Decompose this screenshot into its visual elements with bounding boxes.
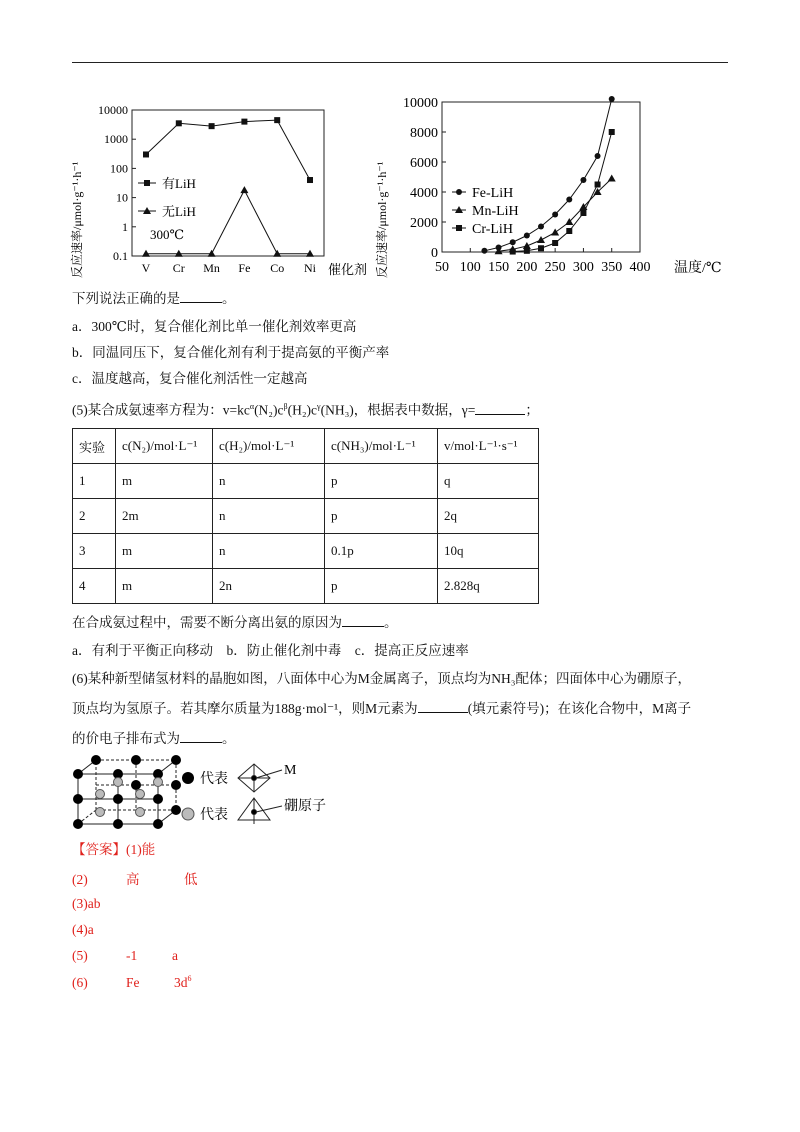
x-tick-label: Ni	[304, 261, 316, 275]
data-point-triangle	[240, 186, 248, 193]
unit-cell-cube	[78, 760, 176, 824]
crystal-cell-svg	[70, 754, 370, 830]
answer-3: (3)ab	[72, 896, 101, 911]
table-cell: 2n	[213, 569, 325, 604]
data-point-circle	[566, 197, 572, 203]
label-m: M	[284, 763, 297, 778]
y-tick-label: 10	[116, 190, 128, 205]
answer-tag: 【答案】	[72, 842, 126, 857]
q4-stem-text: 下列说法正确的是	[72, 291, 180, 306]
data-point-square	[143, 151, 149, 157]
data-point-square	[510, 249, 516, 255]
y-tick-label: 100	[110, 161, 128, 176]
data-point-square	[176, 120, 182, 126]
chart2-ylabel: 反应速率/μmol·g⁻¹·h⁻¹	[375, 161, 389, 278]
data-point-circle	[595, 153, 601, 159]
table-cell: m	[116, 464, 213, 499]
q5-h2: (H₂)c	[287, 402, 318, 418]
x-tick-label: Fe	[238, 261, 251, 275]
x-tick-label: 350	[601, 260, 623, 275]
q5b-stem-text: 在合成氨过程中，需要不断分离出氨的原因为	[72, 615, 342, 630]
table-cell: q	[438, 464, 539, 499]
table-cell: 0.1p	[325, 534, 438, 569]
data-point-square	[209, 123, 215, 129]
series-line	[146, 190, 310, 254]
q5-sup-beta: β	[283, 402, 288, 411]
chart1-xlabel: 催化剂	[328, 262, 366, 277]
data-point-square	[274, 117, 280, 123]
data-point-square	[595, 182, 601, 188]
legend-text-2: 代表	[200, 808, 228, 823]
table-cell: 10q	[438, 534, 539, 569]
legend-fe-lih: Fe-LiH	[472, 186, 514, 201]
black-atoms	[73, 755, 181, 829]
y-tick-label: 10000	[403, 96, 438, 111]
data-point-circle	[538, 224, 544, 230]
answer-6-label: (6)	[72, 974, 88, 990]
table-cell: m	[116, 534, 213, 569]
table-header: v/mol·L⁻¹·s⁻¹	[438, 429, 539, 464]
data-point-square	[609, 129, 615, 135]
table-row	[73, 534, 539, 569]
catalyst-chart	[66, 98, 366, 283]
answer-blank[interactable]	[418, 700, 468, 713]
answer-6-b: 3d	[174, 974, 188, 990]
x-tick-label: 250	[544, 260, 566, 275]
x-tick-label: Mn	[203, 261, 220, 275]
answer-1: (1)能	[126, 842, 156, 857]
header-rule	[72, 62, 728, 63]
label-boron: 硼原子	[284, 799, 326, 814]
legend-without-lih: 无LiH	[162, 204, 196, 219]
data-point-circle	[481, 248, 487, 254]
table-row	[73, 499, 539, 534]
series-line	[146, 120, 310, 180]
octahedron-icon	[238, 764, 270, 792]
answer-2-label: (2)	[72, 872, 88, 887]
table-cell: p	[325, 464, 438, 499]
q6-line1: (6)某种新型储氢材料的晶胞如图，八面体中心为M金属离子，顶点均为NH₃配体；四面体中心为硼原子，	[72, 671, 691, 686]
data-point-circle	[609, 96, 615, 102]
y-tick-label: 6000	[410, 156, 438, 171]
chart1-temperature-annotation: 300℃	[150, 227, 185, 242]
answer-5-b: a	[172, 948, 178, 963]
answer-line-6	[72, 974, 192, 991]
x-tick-label: 150	[488, 260, 510, 275]
x-tick-label: 200	[516, 260, 538, 275]
q6-line2	[72, 700, 691, 718]
y-tick-label: 1000	[104, 132, 128, 147]
q4-option-a: a．300℃时，复合催化剂比单一催化剂效率更高	[72, 319, 357, 334]
q6-end: 。	[222, 731, 236, 746]
data-point-circle	[552, 212, 558, 218]
table-header: 实验	[73, 429, 116, 464]
q4-option-c: c．温度越高，复合催化剂活性一定越高	[72, 371, 308, 386]
x-tick-label: 50	[435, 260, 449, 275]
q5-nh3: (NH₃)，根据表中数据，γ=	[320, 402, 476, 418]
data-point-square	[307, 177, 313, 183]
legend-black-atom	[182, 772, 194, 784]
y-tick-label: 10000	[98, 103, 128, 117]
data-point-square	[524, 248, 530, 254]
x-tick-label: 300	[572, 260, 594, 275]
data-point-circle	[524, 233, 530, 239]
chart1-legend	[138, 176, 196, 242]
y-tick-label: 4000	[410, 186, 438, 201]
y-tick-label: 1	[122, 219, 128, 234]
y-tick-label: 8000	[410, 126, 438, 141]
table-cell: 2q	[438, 499, 539, 534]
answer-5-label: (5)	[72, 948, 88, 963]
table-cell: p	[325, 569, 438, 604]
answer-blank[interactable]	[180, 730, 222, 743]
table-header: c(H₂)/mol·L⁻¹	[213, 429, 325, 464]
q6-line3	[72, 730, 236, 748]
chart2-legend	[452, 186, 519, 237]
answer-4: (4)a	[72, 922, 94, 937]
temperature-chart	[368, 92, 748, 282]
answer-line-2	[72, 868, 198, 888]
answer-blank[interactable]	[475, 402, 525, 415]
q5-end: ；	[525, 402, 539, 418]
table-cell: 4	[73, 569, 116, 604]
table-cell: p	[325, 499, 438, 534]
table-cell: 3	[73, 534, 116, 569]
answer-blank[interactable]	[180, 290, 222, 303]
legend-mn-lih: Mn-LiH	[472, 204, 519, 219]
y-tick-label: 0	[431, 246, 438, 261]
answer-2-a: 高	[126, 872, 140, 887]
q6-line2a: 顶点均为氢原子。若其摩尔质量为188g·mol⁻¹，则M元素为	[72, 701, 418, 716]
q5b-options: a．有利于平衡正向移动 b．防止催化剂中毒 c．提高正反应速率	[72, 643, 469, 658]
q4-option-b: b．同温同压下，复合催化剂有利于提高氨的平衡产率	[72, 345, 390, 360]
temperature-chart-svg	[368, 92, 748, 282]
answer-5-a: -1	[126, 948, 138, 963]
data-point-square	[580, 210, 586, 216]
q5b-end: 。	[384, 615, 398, 630]
table-cell: 2	[73, 499, 116, 534]
table-row	[73, 464, 539, 499]
data-point-square	[566, 228, 572, 234]
q5-sup-alpha: α	[249, 402, 255, 411]
data-point-circle	[580, 177, 586, 183]
data-point-triangle	[551, 229, 559, 236]
x-tick-label: Co	[270, 261, 285, 275]
legend-text-1: 代表	[200, 772, 228, 787]
q5-prefix: (5)某合成氨速率方程为：v=kc	[72, 402, 250, 418]
table-cell: 2m	[116, 499, 213, 534]
q5-n2: (N₂)c	[254, 402, 284, 418]
answer-blank[interactable]	[342, 614, 384, 627]
tetrahedron-icon	[238, 798, 270, 824]
table-cell: 2.828q	[438, 569, 539, 604]
answer-6-sup: 6	[187, 974, 192, 983]
y-tick-label: 0.1	[113, 249, 128, 263]
data-point-square	[241, 119, 247, 125]
chart1-ylabel: 反应速率/μmol·g⁻¹·h⁻¹	[70, 161, 84, 278]
data-point-triangle	[608, 175, 616, 182]
table-cell: 1	[73, 464, 116, 499]
q5-stem	[72, 398, 539, 420]
x-tick-label: 400	[629, 260, 651, 275]
table-header: c(NH₃)/mol·L⁻¹	[325, 429, 438, 464]
answer-2-b: 低	[184, 872, 198, 887]
answer-6-a: Fe	[126, 974, 140, 990]
x-tick-label: V	[141, 261, 151, 275]
x-tick-label: 100	[459, 260, 481, 275]
x-tick-label: Cr	[172, 261, 185, 275]
table-cell: m	[116, 569, 213, 604]
data-point-circle	[510, 239, 516, 245]
chart2-xlabel: 温度/℃	[674, 261, 722, 276]
table-cell: n	[213, 534, 325, 569]
q4-stem	[72, 290, 236, 308]
y-tick-label: 2000	[410, 216, 438, 231]
q6-line2b: (填元素符号)；在该化合物中，M离子	[467, 701, 692, 716]
table-header: c(N₂)/mol·L⁻¹	[116, 429, 213, 464]
gray-atoms	[96, 778, 163, 817]
answer-line-5	[72, 948, 178, 964]
data-point-triangle	[537, 236, 545, 243]
crystal-cell-figure	[70, 754, 370, 830]
q5-sup-gamma: γ	[317, 402, 321, 411]
table-header-row	[73, 429, 539, 464]
data-point-square	[552, 240, 558, 246]
table-row	[73, 569, 539, 604]
data-point-square	[538, 245, 544, 251]
legend-cr-lih: Cr-LiH	[472, 222, 513, 237]
experiment-table	[72, 428, 539, 604]
answer-line-1	[72, 838, 155, 858]
legend-with-lih: 有LiH	[162, 176, 196, 191]
q4-stem-end: 。	[222, 291, 236, 306]
q6-line3-text: 的价电子排布式为	[72, 731, 180, 746]
legend-gray-atom	[182, 808, 194, 820]
catalyst-chart-svg	[66, 98, 366, 283]
table-cell: n	[213, 464, 325, 499]
q5b-stem	[72, 614, 398, 632]
table-cell: n	[213, 499, 325, 534]
